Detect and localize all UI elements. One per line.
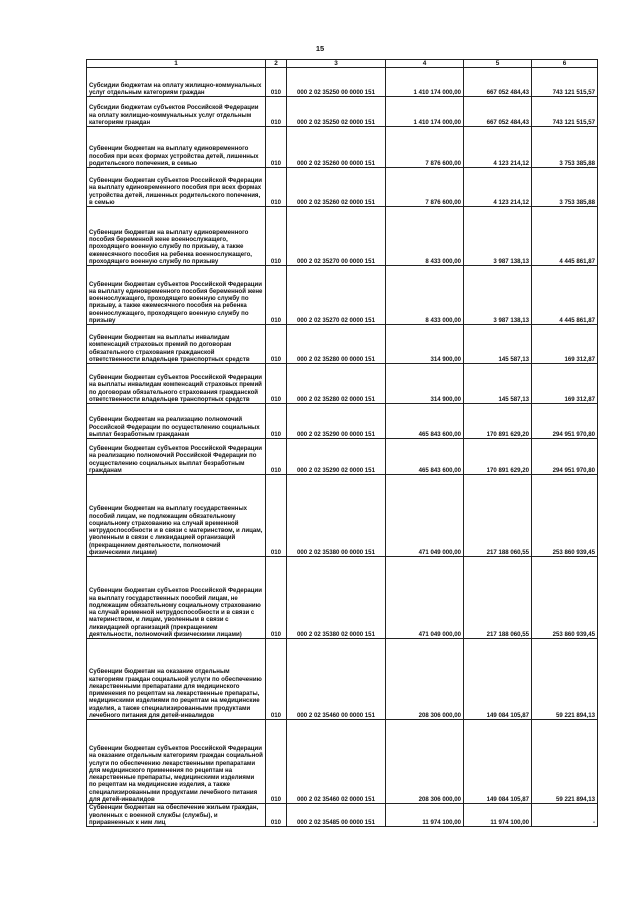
- executed-amount-cell: 149 084 105,87: [464, 720, 532, 804]
- table-row: [87, 475, 598, 557]
- row-name-cell: Субвенции бюджетам на оказание отдельным категориям граждан социальной услуги по обеспечению лекарственными препаратами для медицинского применения по рецептам на лекарственные препараты, медицинскими изделиями по рецептам на медицинские изделия, а также специализированными продуктами лечебного питания для детей-инвалидов: [87, 639, 266, 720]
- remaining-amount-cell: 59 221 894,13: [532, 639, 598, 720]
- budget-code-cell: 000 2 02 35460 02 0000 151: [287, 720, 386, 804]
- table-row: [87, 639, 598, 720]
- executed-amount-cell: 217 188 060,55: [464, 557, 532, 639]
- approved-amount-cell: 1 410 174 000,00: [386, 68, 464, 97]
- executed-amount-cell: 149 084 105,87: [464, 639, 532, 720]
- row-name-cell: Субвенции бюджетам субъектов Российской Федерации на реализацию полномочий Российской Федерации по осуществлению социальных выплат безработным гражданам: [87, 439, 266, 475]
- column-header: 6: [532, 60, 598, 68]
- table-row: [87, 804, 598, 827]
- remaining-amount-cell: 294 951 970,80: [532, 404, 598, 439]
- remaining-amount-cell: 3 753 385,88: [532, 127, 598, 168]
- row-name-cell: Субвенции бюджетам на выплату государственных пособий лицам, не подлежащим обязательному социальному страхованию на случай временной нетрудоспособности и в связи с материнством, и лицам, уволенным в связи с ликвидацией организаций (прекращением деятельности, полномочий физическими лицами): [87, 475, 266, 557]
- remaining-amount-cell: 253 860 939,45: [532, 557, 598, 639]
- budget-code-cell: 000 2 02 35380 00 0000 151: [287, 475, 386, 557]
- executed-amount-cell: 145 587,13: [464, 325, 532, 364]
- table-row: [87, 439, 598, 475]
- table-row: [87, 325, 598, 364]
- row-name-cell: Субсидии бюджетам субъектов Российской Федерации на оплату жилищно-коммунальных услуг отдельным категориям граждан: [87, 97, 266, 127]
- table-row: [87, 97, 598, 127]
- executed-amount-cell: 3 987 138,13: [464, 207, 532, 266]
- table-row: [87, 404, 598, 439]
- row-code-cell: 010: [266, 439, 287, 475]
- remaining-amount-cell: 59 221 894,13: [532, 720, 598, 804]
- table-row: [87, 207, 598, 266]
- remaining-amount-cell: 743 121 515,57: [532, 97, 598, 127]
- table-row: [87, 127, 598, 168]
- table-header-row: [87, 60, 598, 68]
- table-row: [87, 266, 598, 325]
- row-code-cell: 010: [266, 639, 287, 720]
- executed-amount-cell: 667 052 484,43: [464, 97, 532, 127]
- table-row: [87, 68, 598, 97]
- remaining-amount-cell: -: [532, 804, 598, 827]
- executed-amount-cell: 4 123 214,12: [464, 127, 532, 168]
- approved-amount-cell: 8 433 000,00: [386, 266, 464, 325]
- remaining-amount-cell: 743 121 515,57: [532, 68, 598, 97]
- remaining-amount-cell: 4 445 861,87: [532, 266, 598, 325]
- approved-amount-cell: 208 306 000,00: [386, 720, 464, 804]
- row-code-cell: 010: [266, 168, 287, 207]
- row-code-cell: 010: [266, 68, 287, 97]
- row-name-cell: Субвенции бюджетам субъектов Российской Федерации на выплату единовременного пособия беременной жене военнослужащего, проходящего военную службу по призыву, а также ежемесячного пособия на ребенка военнослужащего, проходящего военную службу по призыву: [87, 266, 266, 325]
- approved-amount-cell: 471 049 000,00: [386, 557, 464, 639]
- executed-amount-cell: 3 987 138,13: [464, 266, 532, 325]
- remaining-amount-cell: 169 312,87: [532, 325, 598, 364]
- budget-code-cell: 000 2 02 35260 00 0000 151: [287, 127, 386, 168]
- row-code-cell: 010: [266, 325, 287, 364]
- row-name-cell: Субвенции бюджетам субъектов Российской Федерации на оказание отдельным категориям граждан социальной услуги по обеспечению лекарственными препаратами для медицинского применения по рецептам на лекарственные препараты, медицинскими изделиями по рецептам на медицинские изделия, а также специализированными продуктами лечебного питания для детей-инвалидов: [87, 720, 266, 804]
- row-code-cell: 010: [266, 720, 287, 804]
- row-code-cell: 010: [266, 207, 287, 266]
- remaining-amount-cell: 3 753 385,88: [532, 168, 598, 207]
- row-name-cell: Субвенции бюджетам субъектов Российской Федерации на выплату государственных пособий лицам, не подлежащим обязательному социальному страхованию на случай временной нетрудоспособности и в связи с материнством, и лицам, уволенным в связи с ликвидацией организаций (прекращением деятельности, полномочий физическими лицами): [87, 557, 266, 639]
- table-row: [87, 557, 598, 639]
- row-code-cell: 010: [266, 404, 287, 439]
- approved-amount-cell: 471 049 000,00: [386, 475, 464, 557]
- row-name-cell: Субвенции бюджетам на выплату единовременного пособия при всех формах устройства детей, лишенных родительского попечения, в семью: [87, 127, 266, 168]
- budget-code-cell: 000 2 02 35280 00 0000 151: [287, 325, 386, 364]
- approved-amount-cell: 208 306 000,00: [386, 639, 464, 720]
- approved-amount-cell: 314 900,00: [386, 325, 464, 364]
- table-row: [87, 364, 598, 404]
- row-name-cell: Субвенции бюджетам на выплаты инвалидам компенсаций страховых премий по договорам обязательного страхования гражданской ответственности владельцев транспортных средств: [87, 325, 266, 364]
- approved-amount-cell: 465 843 600,00: [386, 439, 464, 475]
- row-code-cell: 010: [266, 266, 287, 325]
- budget-code-cell: 000 2 02 35260 02 0000 151: [287, 168, 386, 207]
- remaining-amount-cell: 169 312,87: [532, 364, 598, 404]
- approved-amount-cell: 1 410 174 000,00: [386, 97, 464, 127]
- column-header: 2: [266, 60, 287, 68]
- row-code-cell: 010: [266, 804, 287, 827]
- page-number: 15: [315, 44, 325, 53]
- executed-amount-cell: 170 891 629,20: [464, 439, 532, 475]
- budget-code-cell: 000 2 02 35270 00 0000 151: [287, 207, 386, 266]
- row-name-cell: Субсидии бюджетам на оплату жилищно-коммунальных услуг отдельным категориям граждан: [87, 68, 266, 97]
- row-code-cell: 010: [266, 97, 287, 127]
- column-header: 4: [386, 60, 464, 68]
- executed-amount-cell: 217 188 060,55: [464, 475, 532, 557]
- executed-amount-cell: 145 587,13: [464, 364, 532, 404]
- table-row: [87, 168, 598, 207]
- budget-code-cell: 000 2 02 35460 00 0000 151: [287, 639, 386, 720]
- approved-amount-cell: 465 843 600,00: [386, 404, 464, 439]
- approved-amount-cell: 11 974 100,00: [386, 804, 464, 827]
- row-name-cell: Субвенции бюджетам на обеспечение жильем граждан, уволенных с военной службы (службы), и приравненных к ним лиц: [87, 804, 266, 827]
- column-header: 1: [87, 60, 266, 68]
- approved-amount-cell: 8 433 000,00: [386, 207, 464, 266]
- executed-amount-cell: 4 123 214,12: [464, 168, 532, 207]
- budget-code-cell: 000 2 02 35250 00 0000 151: [287, 68, 386, 97]
- row-name-cell: Субвенции бюджетам на реализацию полномочий Российской Федерации по осуществлению социальных выплат безработным гражданам: [87, 404, 266, 439]
- column-header: 5: [464, 60, 532, 68]
- row-code-cell: 010: [266, 364, 287, 404]
- executed-amount-cell: 11 974 100,00: [464, 804, 532, 827]
- row-name-cell: Субвенции бюджетам субъектов Российской Федерации на выплату единовременного пособия при всех формах устройства детей, лишенных родительского попечения, в семью: [87, 168, 266, 207]
- budget-code-cell: 000 2 02 35280 02 0000 151: [287, 364, 386, 404]
- row-name-cell: Субвенции бюджетам субъектов Российской Федерации на выплаты инвалидам компенсаций страховых премий по договорам обязательного страхования гражданской ответственности владельцев транспортных средств: [87, 364, 266, 404]
- remaining-amount-cell: 4 445 861,87: [532, 207, 598, 266]
- budget-code-cell: 000 2 02 35270 02 0000 151: [287, 266, 386, 325]
- table-row: [87, 720, 598, 804]
- approved-amount-cell: 7 876 600,00: [386, 127, 464, 168]
- row-name-cell: Субвенции бюджетам на выплату единовременного пособия беременной жене военнослужащего, проходящего военную службу по призыву, а также ежемесячного пособия на ребенка военнослужащего, проходящего военную службу по призыву: [87, 207, 266, 266]
- budget-code-cell: 000 2 02 35290 00 0000 151: [287, 404, 386, 439]
- row-code-cell: 010: [266, 557, 287, 639]
- remaining-amount-cell: 253 860 939,45: [532, 475, 598, 557]
- budget-code-cell: 000 2 02 35485 00 0000 151: [287, 804, 386, 827]
- executed-amount-cell: 170 891 629,20: [464, 404, 532, 439]
- budget-code-cell: 000 2 02 35380 02 0000 151: [287, 557, 386, 639]
- approved-amount-cell: 7 876 600,00: [386, 168, 464, 207]
- row-code-cell: 010: [266, 127, 287, 168]
- budget-code-cell: 000 2 02 35290 02 0000 151: [287, 439, 386, 475]
- budget-table: [86, 59, 598, 827]
- row-code-cell: 010: [266, 475, 287, 557]
- column-header: 3: [287, 60, 386, 68]
- executed-amount-cell: 667 052 484,43: [464, 68, 532, 97]
- budget-code-cell: 000 2 02 35250 02 0000 151: [287, 97, 386, 127]
- remaining-amount-cell: 294 951 970,80: [532, 439, 598, 475]
- approved-amount-cell: 314 900,00: [386, 364, 464, 404]
